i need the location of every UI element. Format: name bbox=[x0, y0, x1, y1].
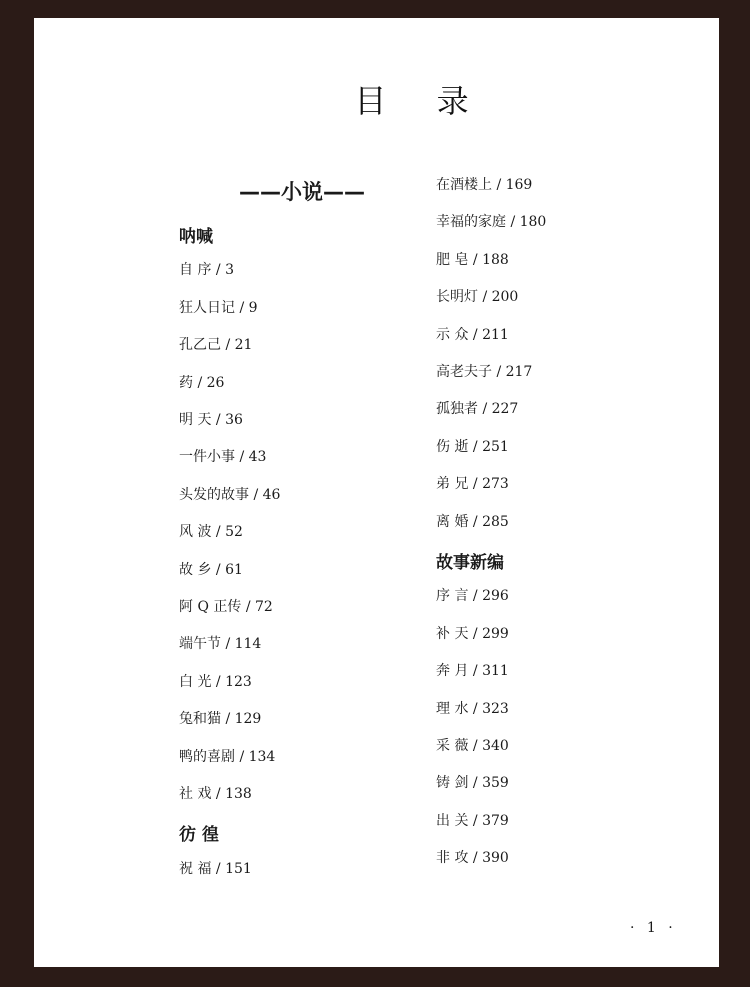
toc-entry: 序 言 / 296 bbox=[436, 588, 509, 605]
toc-entry: 在酒楼上 / 169 bbox=[436, 177, 533, 193]
toc-entry: 风 波 / 52 bbox=[179, 524, 243, 541]
toc-entry: 阿 Q 正传 / 72 bbox=[179, 599, 273, 615]
toc-group-heading: 彷 徨 bbox=[179, 825, 219, 846]
toc-title: 目 录 bbox=[354, 82, 489, 120]
toc-entry: 理 水 / 323 bbox=[436, 700, 509, 717]
book-page bbox=[34, 18, 719, 967]
toc-entry: 鸭的喜剧 / 134 bbox=[179, 748, 276, 765]
toc-entry: 明 天 / 36 bbox=[179, 412, 243, 428]
toc-entry: 药 / 26 bbox=[179, 374, 225, 391]
toc-group-heading: 故事新编 bbox=[436, 553, 504, 573]
toc-entry: 长明灯 / 200 bbox=[436, 289, 519, 306]
toc-entry: 肥 皂 / 188 bbox=[436, 251, 509, 268]
toc-entry: 头发的故事 / 46 bbox=[179, 486, 281, 503]
toc-entry: 孤独者 / 227 bbox=[436, 401, 519, 418]
toc-entry: 示 众 / 211 bbox=[436, 326, 509, 343]
toc-entry: 端午节 / 114 bbox=[179, 636, 262, 653]
toc-entry: 故 乡 / 61 bbox=[179, 561, 243, 578]
toc-entry: 一件小事 / 43 bbox=[179, 449, 267, 466]
toc-entry: 弟 兄 / 273 bbox=[436, 476, 509, 493]
toc-entry: 奔 月 / 311 bbox=[436, 663, 509, 680]
page-number: · 1 · bbox=[630, 920, 677, 936]
toc-entry: 兔和猫 / 129 bbox=[179, 711, 262, 728]
toc-entry: 高老夫子 / 217 bbox=[436, 364, 533, 380]
toc-entry: 出 关 / 379 bbox=[436, 812, 509, 829]
toc-entry: 幸福的家庭 / 180 bbox=[436, 214, 547, 231]
toc-entry: 铸 剑 / 359 bbox=[436, 775, 509, 792]
toc-entry: 补 天 / 299 bbox=[436, 625, 509, 642]
toc-entry: 离 婚 / 285 bbox=[436, 513, 509, 530]
toc-entry: 社 戏 / 138 bbox=[179, 786, 252, 802]
toc-entry: 伤 逝 / 251 bbox=[436, 438, 509, 455]
toc-entry: 祝 福 / 151 bbox=[179, 860, 252, 877]
toc-entry: 狂人日记 / 9 bbox=[179, 299, 258, 316]
section-heading-novels: ——小说—— bbox=[239, 180, 365, 204]
toc-entry: 孔乙己 / 21 bbox=[179, 337, 253, 354]
toc-entry: 白 光 / 123 bbox=[179, 673, 252, 690]
toc-group-heading: 呐喊 bbox=[179, 227, 213, 247]
toc-entry: 采 薇 / 340 bbox=[436, 738, 509, 754]
toc-entry: 非 攻 / 390 bbox=[436, 850, 509, 867]
toc-entry: 自 序 / 3 bbox=[179, 262, 234, 279]
